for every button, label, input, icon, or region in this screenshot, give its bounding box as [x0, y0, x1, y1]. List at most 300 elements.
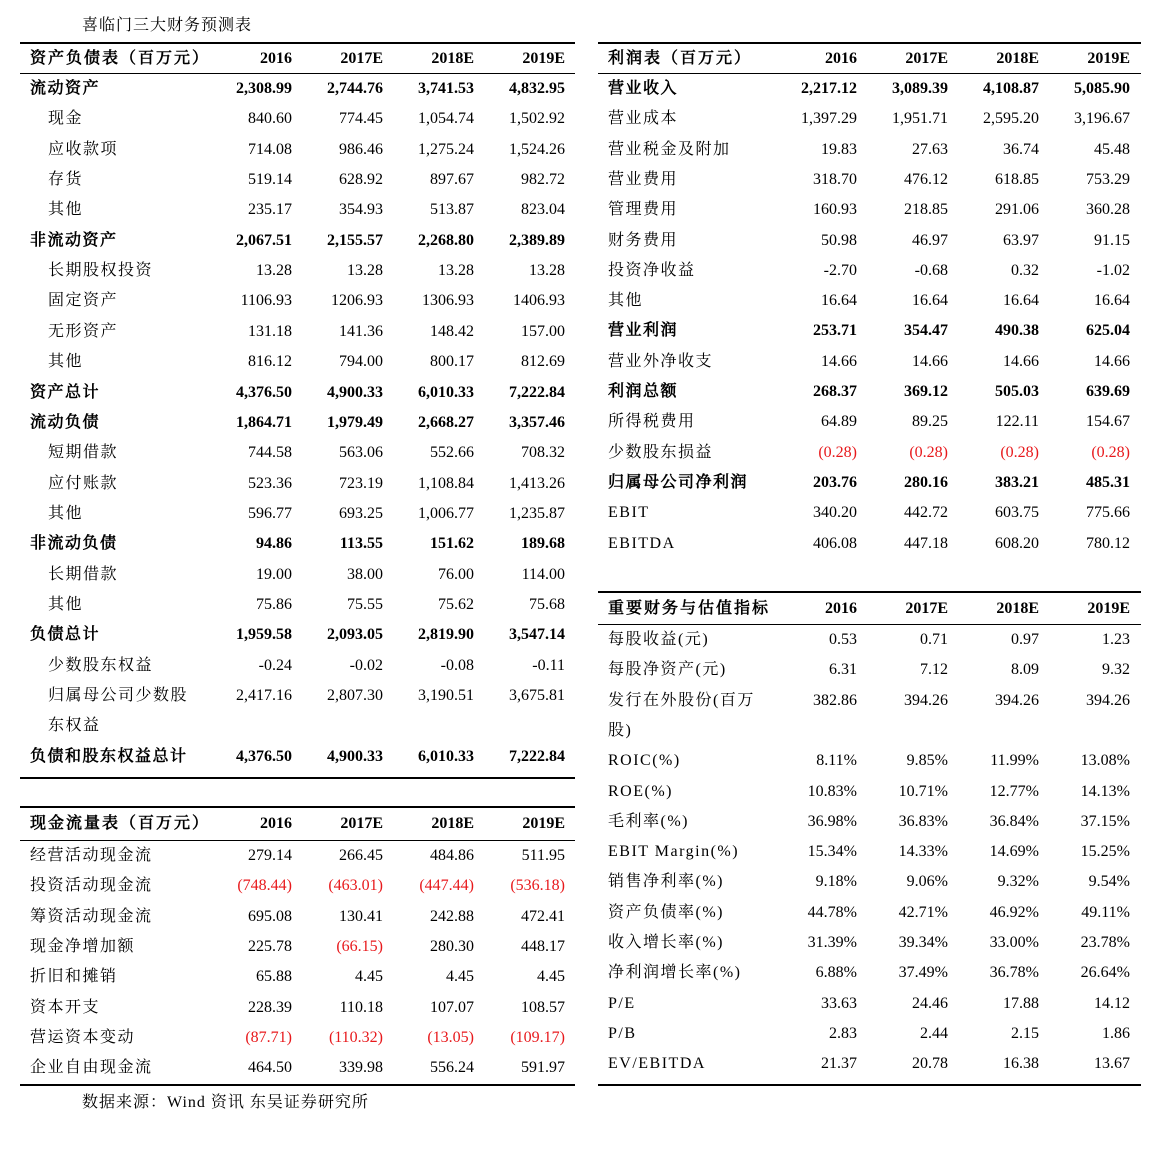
row-value: (66.15) [336, 937, 383, 955]
row-value: 4.45 [537, 968, 565, 986]
table-row [20, 962, 575, 992]
row-value: 1,397.29 [801, 110, 857, 128]
row-value: 27.63 [912, 140, 948, 158]
row-value: 591.97 [521, 1059, 565, 1077]
table-header-title: 重要财务与估值指标 [608, 600, 771, 617]
row-value: 151.62 [430, 535, 474, 553]
row-label: 投资活动现金流 [30, 877, 153, 895]
row-label: 其他 [48, 504, 84, 522]
row-value: (110.32) [328, 1028, 383, 1046]
row-value: 2,217.12 [801, 80, 857, 97]
row-value: 9.18% [815, 873, 857, 891]
row-label: 固定资产 [48, 292, 119, 310]
row-label: 负债和股东权益总计 [30, 747, 188, 765]
table-row [598, 226, 1141, 256]
table-row [598, 928, 1141, 958]
table-row [20, 620, 575, 650]
table-row [20, 74, 575, 104]
row-value: 318.70 [813, 170, 857, 188]
row-value: 1,235.87 [509, 504, 565, 522]
row-label: ROE(%) [608, 782, 673, 800]
table-header-row [598, 44, 1141, 73]
cash-flow-table [20, 806, 575, 1086]
row-value: 291.06 [995, 201, 1039, 219]
table-row [598, 195, 1141, 225]
table-row [598, 867, 1141, 897]
year-header: 2018E [431, 50, 474, 67]
row-value: 986.46 [339, 140, 383, 158]
row-label: 营业外净收支 [608, 352, 714, 370]
row-value: 11.99% [990, 752, 1039, 770]
row-value: -0.08 [440, 656, 474, 674]
row-value: 394.26 [904, 691, 948, 709]
row-label: EBIT [608, 504, 650, 522]
row-value: 107.07 [430, 998, 474, 1016]
row-value: 37.15% [1080, 812, 1130, 830]
year-header: 2016 [825, 600, 857, 617]
table-row [20, 1053, 575, 1083]
row-value: 394.26 [1086, 691, 1130, 709]
row-value: 3,675.81 [509, 687, 565, 704]
table-header-title: 利润表（百万元） [608, 50, 753, 67]
row-value: 63.97 [1003, 231, 1039, 249]
row-value: 4.45 [446, 968, 474, 986]
row-value: 2,417.16 [236, 687, 292, 704]
row-value: 13.28 [438, 262, 474, 280]
row-value: 448.17 [521, 937, 565, 955]
table-header-row [20, 808, 575, 840]
row-label: 资产总计 [30, 383, 101, 401]
row-value: 10.71% [898, 782, 948, 800]
row-value: 513.87 [430, 201, 474, 219]
row-value: 476.12 [904, 170, 948, 188]
row-value: 6.31 [829, 661, 857, 679]
row-value: 65.88 [256, 968, 292, 986]
row-value: 75.86 [256, 595, 292, 613]
row-value: 800.17 [430, 353, 474, 371]
row-value: 6,010.33 [418, 383, 474, 401]
row-value: 114.00 [521, 565, 565, 583]
row-value: 6.88% [815, 964, 857, 982]
row-value: 485.31 [1086, 473, 1130, 491]
row-label: 存货 [48, 171, 84, 189]
row-value: 189.68 [521, 535, 565, 553]
table-row [20, 841, 575, 871]
row-value: 13.28 [347, 262, 383, 280]
row-value: 552.66 [430, 444, 474, 462]
row-value: 36.83% [898, 812, 948, 830]
row-label: P/E [608, 994, 636, 1012]
row-value: 382.86 [813, 691, 857, 709]
year-header: 2018E [996, 50, 1039, 67]
row-label: 毛利率(%) [608, 812, 689, 830]
row-value: 2,268.80 [418, 231, 474, 249]
table-row [598, 347, 1141, 377]
row-value: 2,807.30 [327, 687, 383, 704]
row-label: 收入增长率(%) [608, 934, 724, 951]
row-label: 其他 [48, 595, 84, 613]
row-value: 464.50 [248, 1059, 292, 1077]
row-value: 24.46 [912, 994, 948, 1012]
row-label: 营业利润 [608, 322, 679, 340]
row-value: 2,744.76 [327, 80, 383, 97]
row-value: 625.04 [1086, 322, 1130, 340]
row-value: 218.85 [904, 201, 948, 219]
row-value: 91.15 [1094, 231, 1130, 249]
row-value: 1.86 [1102, 1024, 1130, 1042]
row-value: 160.93 [813, 201, 857, 219]
row-value: (0.28) [1000, 443, 1039, 461]
row-label: 财务费用 [608, 231, 679, 249]
row-value: 23.78% [1080, 934, 1130, 951]
row-value: 36.98% [807, 812, 857, 830]
year-header: 2019E [522, 50, 565, 67]
table-row [598, 655, 1141, 685]
table-row [20, 681, 575, 711]
row-value: 268.37 [813, 383, 857, 400]
row-value: 505.03 [995, 383, 1039, 400]
row-value: 13.67 [1094, 1055, 1130, 1073]
row-value: 45.48 [1094, 140, 1130, 158]
table-row [20, 135, 575, 165]
table-row [598, 74, 1141, 104]
table-row [20, 993, 575, 1023]
row-value: 36.78% [989, 964, 1039, 982]
table-row [598, 377, 1141, 407]
row-label: 归属母公司少数股 [48, 687, 189, 704]
row-label: 资本开支 [30, 998, 101, 1016]
row-value: 1,413.26 [509, 474, 565, 492]
row-value: 19.00 [256, 565, 292, 583]
row-value: 2,389.89 [509, 231, 565, 249]
row-label: 负债总计 [30, 626, 101, 644]
row-value: 46.92% [989, 903, 1039, 921]
row-value: 1,959.58 [236, 626, 292, 644]
row-label: P/B [608, 1024, 637, 1042]
row-value: 10.83% [807, 782, 857, 800]
row-value: 42.71% [898, 903, 948, 921]
row-label: 少数股东损益 [608, 443, 714, 461]
row-value: 108.57 [521, 998, 565, 1016]
row-value: 775.66 [1086, 504, 1130, 522]
row-value: 130.41 [339, 907, 383, 925]
row-label: 长期股权投资 [48, 262, 154, 280]
table-row [598, 498, 1141, 528]
row-value: 3,089.39 [892, 80, 948, 97]
row-value: 4,376.50 [236, 383, 292, 401]
year-header: 2016 [825, 50, 857, 67]
row-value: 13.28 [529, 262, 565, 280]
table-row [598, 777, 1141, 807]
row-label: 每股收益(元) [608, 631, 710, 648]
row-value: (463.01) [328, 877, 383, 895]
row-value: 9.85% [906, 752, 948, 770]
row-value: 154.67 [1086, 413, 1130, 431]
table-row [598, 746, 1141, 776]
row-value: 2,067.51 [236, 231, 292, 249]
table-row [20, 711, 575, 741]
row-value: 4,108.87 [983, 80, 1039, 97]
row-label: 营业费用 [608, 170, 679, 188]
row-value: 484.86 [430, 847, 474, 864]
table-row [20, 408, 575, 438]
table-row [598, 625, 1141, 655]
year-header: 2016 [260, 50, 292, 67]
table-row [20, 529, 575, 559]
row-value: 9.54% [1088, 873, 1130, 891]
row-value: 279.14 [248, 847, 292, 864]
row-label: 筹资活动现金流 [30, 907, 153, 925]
row-label: EBITDA [608, 534, 676, 552]
row-value: 563.06 [339, 444, 383, 462]
year-header: 2016 [260, 815, 292, 832]
row-value: -0.24 [258, 656, 292, 674]
table-header-title: 现金流量表（百万元） [30, 815, 211, 832]
row-value: (447.44) [419, 877, 474, 895]
row-value: 15.34% [807, 843, 857, 861]
row-value: 3,547.14 [509, 626, 565, 644]
table-row [598, 316, 1141, 346]
table-row [20, 317, 575, 347]
row-label: 流动资产 [30, 80, 101, 97]
row-label: 东权益 [48, 717, 101, 735]
row-value: 1.23 [1102, 631, 1130, 648]
row-value: 1106.93 [240, 292, 292, 310]
row-label: 短期借款 [48, 444, 119, 462]
table-row [598, 286, 1141, 316]
table-row [598, 135, 1141, 165]
row-value: 816.12 [248, 353, 292, 371]
row-value: 0.32 [1011, 261, 1039, 279]
row-value: 490.38 [995, 322, 1039, 340]
row-value: 4,900.33 [327, 747, 383, 765]
table-row [20, 256, 575, 286]
row-value: 1,951.71 [892, 110, 948, 128]
table-row [598, 104, 1141, 134]
row-value: 14.66 [821, 352, 857, 370]
row-value: 628.92 [339, 171, 383, 189]
row-value: 49.11% [1081, 903, 1130, 921]
row-label: EBIT Margin(%) [608, 843, 740, 861]
row-value: 1,054.74 [418, 110, 474, 128]
table-row [20, 902, 575, 932]
row-value: 37.49% [898, 964, 948, 982]
row-value: 33.63 [821, 994, 857, 1012]
table-row [598, 1049, 1141, 1079]
row-value: 596.77 [248, 504, 292, 522]
row-value: 26.64% [1080, 964, 1130, 982]
row-value: 16.64 [821, 292, 857, 310]
row-label: 无形资产 [48, 322, 119, 340]
row-label: 所得税费用 [608, 413, 696, 431]
row-label: 经营活动现金流 [30, 847, 153, 864]
row-value: 780.12 [1086, 534, 1130, 552]
row-value: 1,108.84 [418, 474, 474, 492]
row-label: 净利润增长率(%) [608, 964, 742, 982]
row-value: 157.00 [521, 322, 565, 340]
row-value: (0.28) [1091, 443, 1130, 461]
row-value: 556.24 [430, 1059, 474, 1077]
row-value: 0.97 [1011, 631, 1039, 648]
row-value: 1306.93 [422, 292, 474, 310]
row-label: 投资净收益 [608, 261, 696, 279]
row-value: 3,190.51 [418, 687, 474, 704]
row-value: 794.00 [339, 353, 383, 371]
row-label: 利润总额 [608, 383, 679, 400]
row-value: 8.11% [816, 752, 857, 770]
table-bottom-rule [20, 1084, 575, 1086]
row-value: 340.20 [813, 504, 857, 522]
row-value: 406.08 [813, 534, 857, 552]
row-value: 4,900.33 [327, 383, 383, 401]
row-value: 1,979.49 [327, 413, 383, 431]
row-value: 2.44 [920, 1024, 948, 1042]
row-value: 253.71 [813, 322, 857, 340]
row-value: 14.12 [1094, 994, 1130, 1012]
row-label: 现金净增加额 [30, 937, 136, 955]
row-value: 1,006.77 [418, 504, 474, 522]
row-value: 39.34% [898, 934, 948, 951]
row-value: 3,741.53 [418, 80, 474, 97]
row-value: 744.58 [248, 444, 292, 462]
row-value: 2.15 [1011, 1024, 1039, 1042]
table-row [598, 958, 1141, 988]
row-label: 少数股东权益 [48, 656, 154, 674]
table-row [20, 932, 575, 962]
row-value: 4,376.50 [236, 747, 292, 765]
row-value: 16.64 [1094, 292, 1130, 310]
row-value: 639.69 [1086, 383, 1130, 400]
table-row [598, 898, 1141, 928]
row-label: 企业自由现金流 [30, 1059, 153, 1077]
row-label: 非流动资产 [30, 231, 118, 249]
row-label: 其他 [608, 292, 644, 310]
table-row [20, 165, 575, 195]
table-row [20, 438, 575, 468]
key-metrics-table [598, 591, 1141, 1086]
row-value: 339.98 [339, 1059, 383, 1077]
balance-sheet-table [20, 42, 575, 779]
table-row [20, 742, 575, 772]
row-value: 2,668.27 [418, 413, 474, 431]
row-label: 现金 [48, 110, 84, 128]
row-value: 94.86 [256, 535, 292, 553]
row-label: 流动负债 [30, 413, 101, 431]
row-value: (87.71) [245, 1028, 292, 1046]
row-value: 472.41 [521, 907, 565, 925]
row-value: 89.25 [912, 413, 948, 431]
table-row [598, 438, 1141, 468]
row-value: 9.32% [997, 873, 1039, 891]
row-value: 753.29 [1086, 170, 1130, 188]
table-row [598, 256, 1141, 286]
row-label: 销售净利率(%) [608, 873, 724, 891]
row-value: 4.45 [355, 968, 383, 986]
table-row [598, 837, 1141, 867]
table-bottom-rule [598, 1084, 1141, 1086]
row-value: (13.05) [427, 1028, 474, 1046]
table-header-row [598, 593, 1141, 624]
row-value: 4,832.95 [509, 80, 565, 97]
row-value: 36.84% [989, 812, 1039, 830]
row-label: 营运资本变动 [30, 1028, 136, 1046]
row-value: 7,222.84 [509, 383, 565, 401]
row-value: 394.26 [995, 691, 1039, 709]
row-value: 148.42 [430, 322, 474, 340]
row-label: 管理费用 [608, 201, 679, 219]
row-value: 17.88 [1003, 994, 1039, 1012]
row-value: 13.08% [1080, 752, 1130, 770]
row-value: 235.17 [248, 201, 292, 219]
table-row [20, 378, 575, 408]
table-row [20, 104, 575, 134]
row-value: 608.20 [995, 534, 1039, 552]
row-label: 应付账款 [48, 474, 119, 492]
row-value: 693.25 [339, 504, 383, 522]
row-value: 3,196.67 [1074, 110, 1130, 128]
row-value: 113.55 [339, 535, 383, 553]
row-value: 75.55 [347, 595, 383, 613]
row-value: -0.02 [349, 656, 383, 674]
row-value: 44.78% [807, 903, 857, 921]
row-value: -0.11 [532, 656, 565, 674]
year-header: 2017E [905, 50, 948, 67]
row-value: 7,222.84 [509, 747, 565, 765]
row-value: 36.74 [1003, 140, 1039, 158]
year-header: 2018E [431, 815, 474, 832]
row-value: 76.00 [438, 565, 474, 583]
row-value: 75.68 [529, 595, 565, 613]
table-row [598, 407, 1141, 437]
document-title: 喜临门三大财务预测表 [82, 17, 253, 34]
row-label: 折旧和摊销 [30, 968, 118, 986]
row-label: 营业收入 [608, 80, 679, 97]
row-label: EV/EBITDA [608, 1055, 706, 1073]
row-value: 141.36 [339, 322, 383, 340]
row-value: 695.08 [248, 907, 292, 925]
table-row [598, 1019, 1141, 1049]
row-label: 营业成本 [608, 110, 679, 128]
row-value: 14.66 [912, 352, 948, 370]
row-value: 897.67 [430, 171, 474, 189]
row-value: 280.16 [904, 473, 948, 491]
row-value: 2.83 [829, 1024, 857, 1042]
row-value: 1,864.71 [236, 413, 292, 431]
row-label: 归属母公司净利润 [608, 473, 749, 491]
row-value: 21.37 [821, 1055, 857, 1073]
row-value: 447.18 [904, 534, 948, 552]
row-value: (536.18) [510, 877, 565, 895]
row-value: 840.60 [248, 110, 292, 128]
row-value: 7.12 [920, 661, 948, 679]
row-value: 982.72 [521, 171, 565, 189]
row-value: (0.28) [818, 443, 857, 461]
table-row [20, 651, 575, 681]
row-value: 38.00 [347, 565, 383, 583]
row-value: 110.18 [339, 998, 383, 1016]
row-value: 12.77% [989, 782, 1039, 800]
row-value: 131.18 [248, 322, 292, 340]
year-header: 2017E [905, 600, 948, 617]
table-row [20, 560, 575, 590]
row-label: 应收款项 [48, 140, 119, 158]
year-header: 2019E [522, 815, 565, 832]
row-value: 19.83 [821, 140, 857, 158]
row-value: 812.69 [521, 353, 565, 371]
table-row [598, 716, 1141, 746]
table-row [20, 286, 575, 316]
row-label: 每股净资产(元) [608, 661, 727, 679]
